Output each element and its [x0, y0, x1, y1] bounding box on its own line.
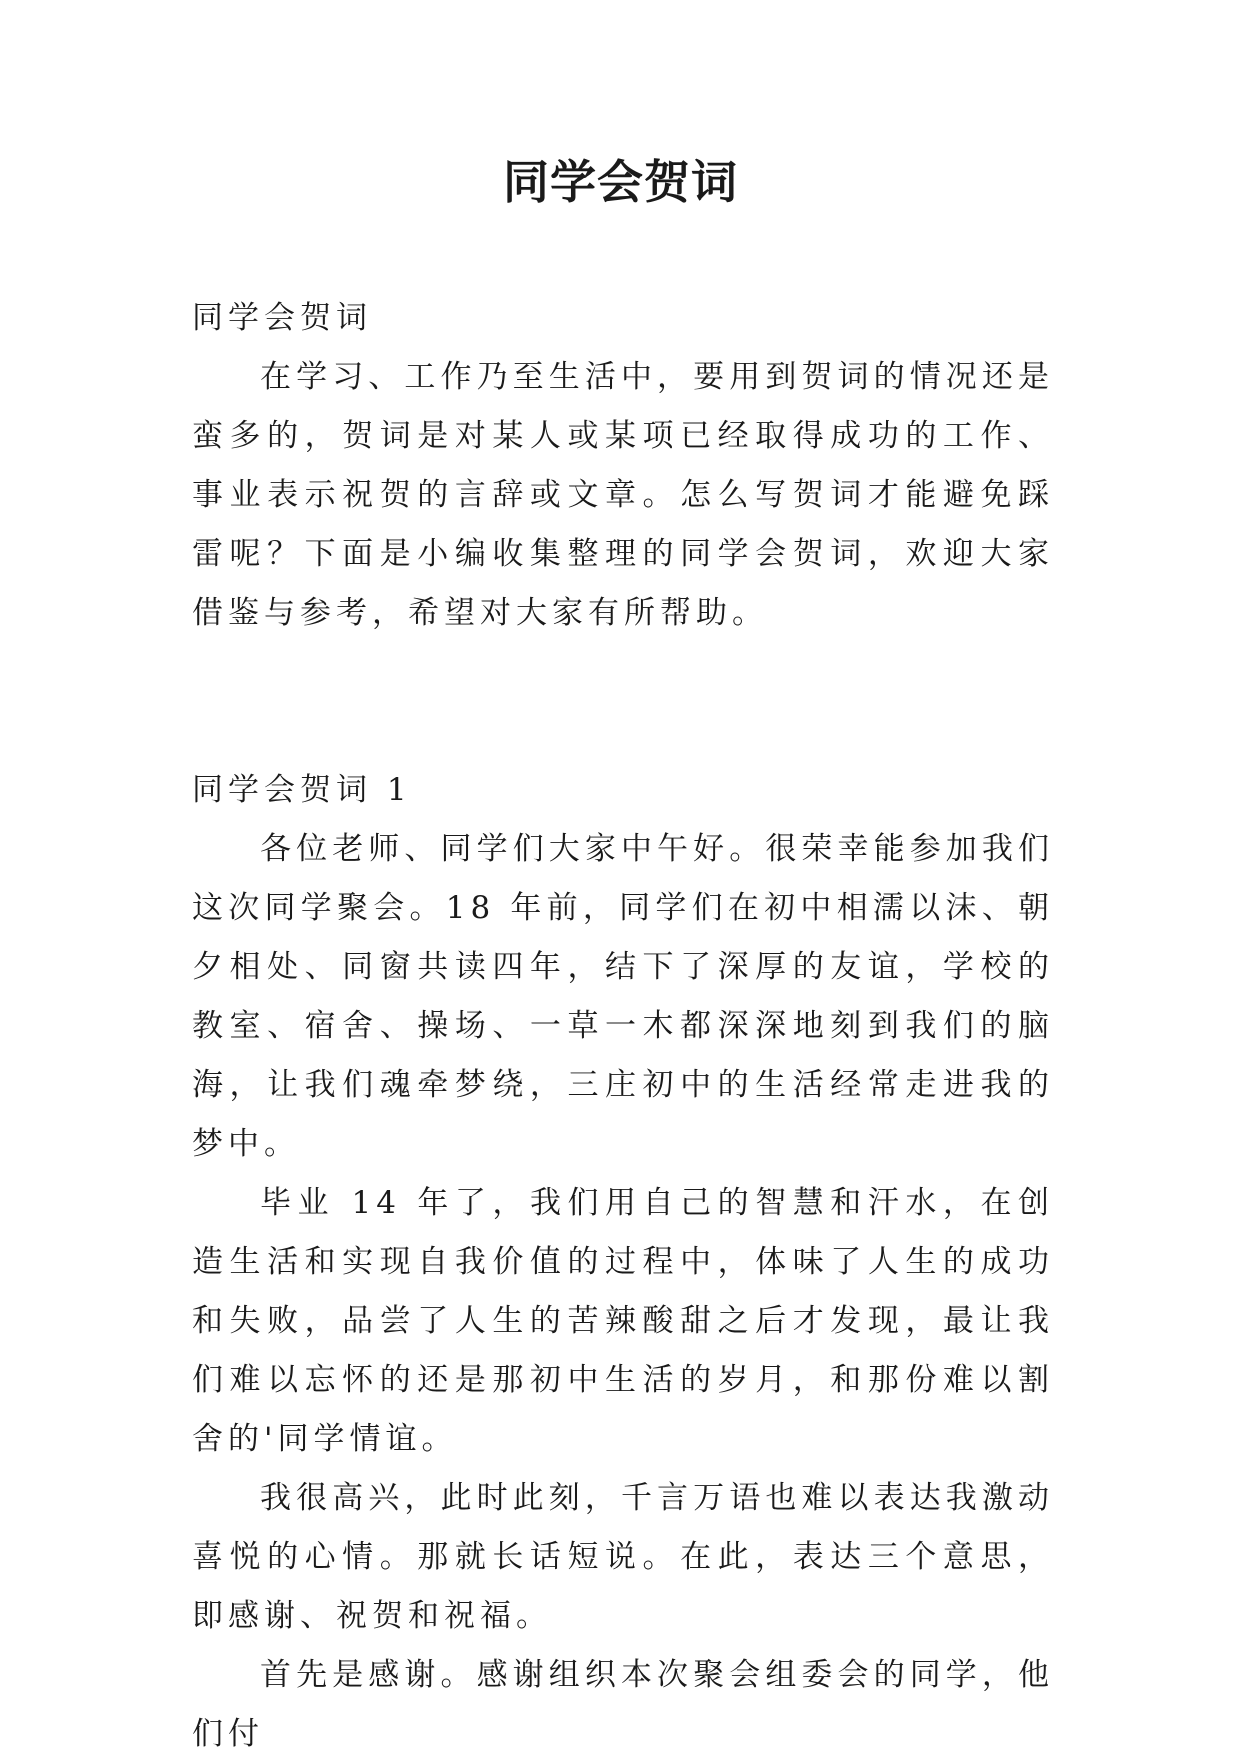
- section-1-paragraph-1: 各位老师、同学们大家中午好。很荣幸能参加我们这次同学聚会。18 年前，同学们在初中相濡以沫、朝夕相处、同窗共读四年，结下了深厚的友谊，学校的教室、宿舍、操场、一草一木都深深地刻到我们的脑海，让我们魂牵梦绕，三庄初中的生活经常走进我的梦中。: [192, 831, 1054, 1162]
- section-1-heading: 同学会贺词 1: [192, 772, 412, 808]
- intro-heading: 同学会贺词: [192, 300, 372, 336]
- section-1-paragraph-4: 首先是感谢。感谢组织本次聚会组委会的同学，他们付: [192, 1657, 1054, 1752]
- document-body: [192, 289, 1054, 1764]
- section-1-paragraph-2: 毕业 14 年了，我们用自己的智慧和汗水，在创造生活和实现自我价值的过程中，体味了人生的成功和失败，品尝了人生的苦辣酸甜之后才发现，最让我们难以忘怀的还是那初中生活的岁月，和那份难以割舍的'同学情谊。: [192, 1185, 1054, 1457]
- intro-paragraph: 在学习、工作乃至生活中，要用到贺词的情况还是蛮多的，贺词是对某人或某项已经取得成功的工作、事业表示祝贺的言辞或文章。怎么写贺词才能避免踩雷呢？下面是小编收集整理的同学会贺词，欢迎大家借鉴与参考，希望对大家有所帮助。: [192, 359, 1054, 631]
- section-1-paragraph-3: 我很高兴，此时此刻，千言万语也难以表达我激动喜悦的心情。那就长话短说。在此，表达三个意思，即感谢、祝贺和祝福。: [192, 1480, 1054, 1634]
- document-title: 同学会贺词: [503, 155, 738, 209]
